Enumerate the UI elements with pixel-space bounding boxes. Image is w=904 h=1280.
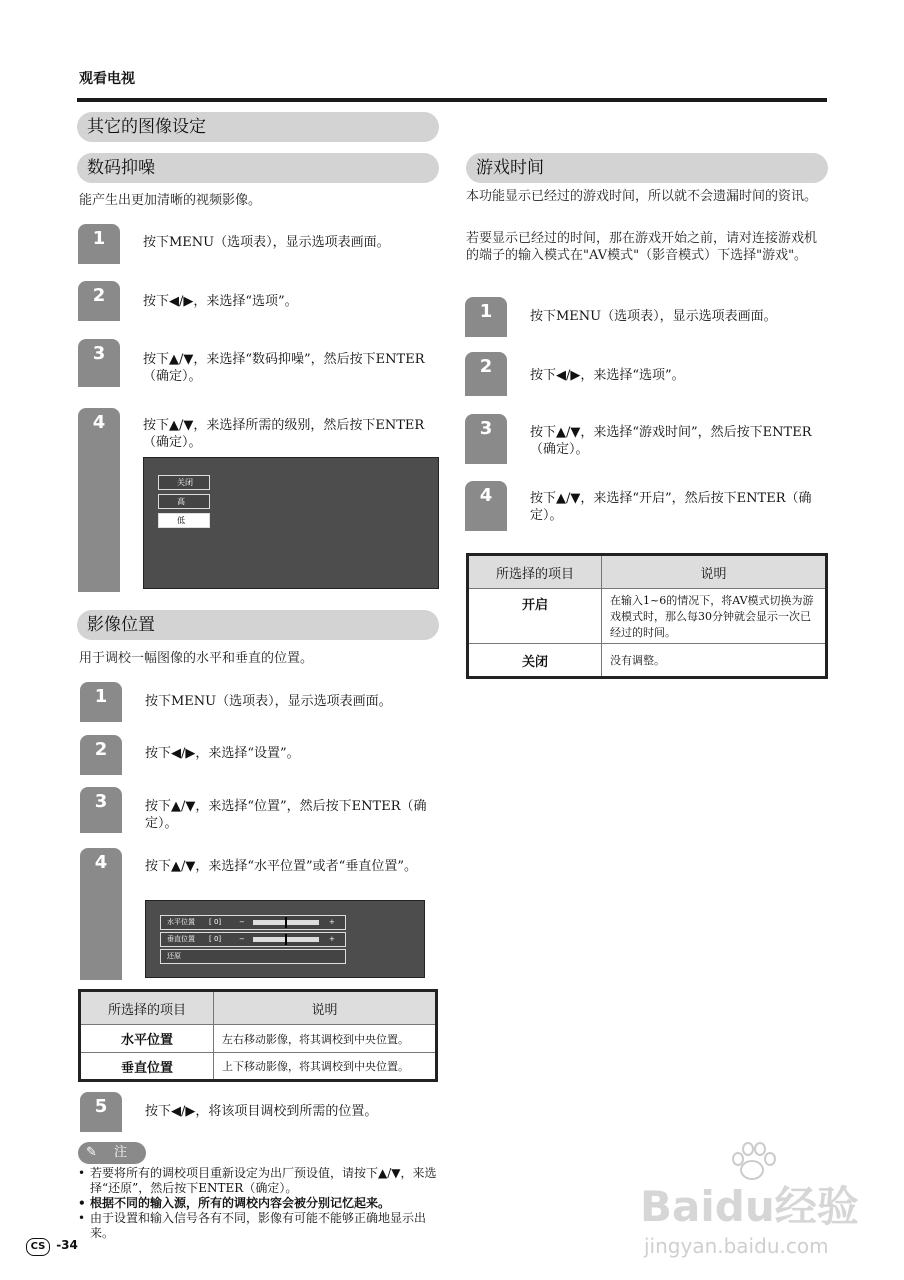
table-cell-item: 关闭 bbox=[468, 644, 602, 678]
table-head-item: 所选择的项目 bbox=[80, 991, 214, 1025]
table-cell-desc: 在输入1~6的情况下，将AV模式切换为游戏模式时，那么每30分钟就会显示一次已经过的时间。 bbox=[602, 589, 827, 644]
noise-step-3-tab: 3 bbox=[78, 339, 120, 387]
osd-reset-label: 还原 bbox=[167, 952, 181, 960]
position-step-3-text: 按下▲/▼，来选择“位置”，然后按下ENTER（确定）。 bbox=[145, 799, 427, 831]
position-step-1-text: 按下MENU（选项表），显示选项表画面。 bbox=[145, 694, 392, 709]
watermark-brand: Baidu经验 bbox=[640, 1182, 859, 1231]
position-osd-screen bbox=[145, 900, 425, 978]
notes-list bbox=[78, 1166, 440, 1241]
game-intro-1: 本功能显示已经过的游戏时间，所以就不会遗漏时间的资讯。 bbox=[466, 189, 818, 204]
osd-row-reset[interactable] bbox=[160, 949, 346, 964]
position-step-4-tab: 4 bbox=[80, 848, 122, 980]
table-row bbox=[468, 644, 827, 678]
minus-icon: − bbox=[239, 918, 245, 926]
position-step-2-text: 按下◀/▶，来选择“设置”。 bbox=[145, 746, 300, 761]
osd-h-slider-thumb bbox=[285, 917, 287, 928]
noise-menu-off: 关闭 bbox=[158, 475, 210, 490]
minus-icon: − bbox=[239, 935, 245, 943]
page-number: -34 bbox=[56, 1238, 78, 1252]
position-step-5-tab: 5 bbox=[80, 1092, 122, 1132]
pencil-icon: ✎ bbox=[86, 1145, 97, 1160]
table-header bbox=[80, 991, 437, 1025]
position-table bbox=[78, 989, 438, 1082]
note-item: • 由于设置和输入信号各有不同，影像有可能不能够正确地显示出来。 bbox=[78, 1211, 427, 1240]
table-head-desc: 说明 bbox=[214, 991, 437, 1025]
plus-icon: + bbox=[329, 935, 335, 943]
section-header: 观看电视 bbox=[79, 71, 135, 87]
game-step-3-text: 按下▲/▼，来选择“游戏时间”，然后按下ENTER（确定）。 bbox=[530, 425, 812, 457]
noise-step-1-tab: 1 bbox=[78, 224, 120, 264]
footer bbox=[26, 1238, 78, 1256]
osd-h-value: [ 0] bbox=[209, 918, 222, 926]
position-step-4-text: 按下▲/▼，来选择“水平位置”或者“垂直位置”。 bbox=[145, 859, 417, 874]
game-step-1-tab: 1 bbox=[465, 297, 507, 337]
table-head-item: 所选择的项目 bbox=[468, 555, 602, 589]
position-section-title: 影像位置 bbox=[77, 610, 439, 640]
game-step-1-text: 按下MENU（选项表），显示选项表画面。 bbox=[530, 309, 777, 324]
position-step-3-tab: 3 bbox=[80, 787, 122, 833]
game-section-title: 游戏时间 bbox=[466, 153, 828, 183]
table-head-desc: 说明 bbox=[602, 555, 827, 589]
table-cell-desc: 左右移动影像，将其调校到中央位置。 bbox=[214, 1025, 437, 1053]
table-header bbox=[468, 555, 827, 589]
table-cell-desc: 上下移动影像，将其调校到中央位置。 bbox=[214, 1053, 437, 1081]
game-step-3-tab: 3 bbox=[465, 414, 507, 464]
plus-icon: + bbox=[329, 918, 335, 926]
watermark bbox=[640, 1140, 860, 1270]
note-label bbox=[78, 1142, 146, 1164]
table-row bbox=[80, 1025, 437, 1053]
noise-menu-low: 低 bbox=[158, 513, 210, 528]
noise-step-2-text: 按下◀/▶，来选择“选项”。 bbox=[143, 294, 298, 309]
note-item: • 若要将所有的调校项目重新设定为出厂预设值，请按下▲/▼，来选择“还原”，然后按下ENTER（确定）。 bbox=[78, 1166, 437, 1195]
game-step-2-text: 按下◀/▶，来选择“选项”。 bbox=[530, 368, 685, 383]
osd-row-vertical[interactable] bbox=[160, 932, 346, 947]
position-step-1-tab: 1 bbox=[80, 682, 122, 722]
position-intro: 用于调校一幅图像的水平和垂直的位置。 bbox=[79, 651, 314, 666]
main-title: 其它的图像设定 bbox=[77, 112, 439, 142]
position-step-5-text: 按下◀/▶，将该项目调校到所需的位置。 bbox=[145, 1104, 378, 1119]
note-item: • 根据不同的输入源，所有的调校内容会被分别记忆起来。 bbox=[78, 1196, 391, 1210]
game-table bbox=[466, 553, 828, 679]
watermark-url: jingyan.baidu.com bbox=[644, 1234, 829, 1258]
noise-osd-screen bbox=[143, 457, 439, 589]
osd-v-slider-thumb bbox=[285, 934, 287, 945]
table-cell-item: 水平位置 bbox=[80, 1025, 214, 1053]
game-step-2-tab: 2 bbox=[465, 352, 507, 396]
table-cell-item: 垂直位置 bbox=[80, 1053, 214, 1081]
table-cell-desc: 没有调整。 bbox=[602, 644, 827, 678]
noise-intro: 能产生出更加清晰的视频影像。 bbox=[79, 193, 262, 208]
game-step-4-text: 按下▲/▼，来选择“开启”，然后按下ENTER（确定）。 bbox=[530, 491, 812, 523]
noise-step-3-text: 按下▲/▼，来选择“数码抑噪”，然后按下ENTER（确定）。 bbox=[143, 352, 425, 384]
noise-section-title: 数码抑噪 bbox=[77, 153, 439, 183]
table-cell-item: 开启 bbox=[468, 589, 602, 644]
game-step-4-tab: 4 bbox=[465, 481, 507, 531]
noise-step-1-text: 按下MENU（选项表），显示选项表画面。 bbox=[143, 235, 390, 250]
noise-step-2-tab: 2 bbox=[78, 281, 120, 321]
osd-row-horizontal[interactable] bbox=[160, 915, 346, 930]
language-badge: CS bbox=[26, 1238, 50, 1256]
table-row bbox=[468, 589, 827, 644]
header-rule bbox=[77, 98, 827, 102]
osd-v-value: [ 0] bbox=[209, 935, 222, 943]
note-label-text: 注 bbox=[114, 1145, 128, 1160]
osd-v-label: 垂直位置 bbox=[167, 935, 195, 943]
noise-step-4-tab: 4 bbox=[78, 408, 120, 592]
position-step-2-tab: 2 bbox=[80, 735, 122, 775]
noise-step-4-text: 按下▲/▼，来选择所需的级别，然后按下ENTER（确定）。 bbox=[143, 418, 425, 450]
game-intro-2: 若要显示已经过的时间，那在游戏开始之前，请对连接游戏机的端子的输入模式在"AV模式"（影音模式）下选择"游戏"。 bbox=[466, 231, 818, 263]
osd-h-label: 水平位置 bbox=[167, 918, 195, 926]
noise-menu-high: 高 bbox=[158, 494, 210, 509]
table-row bbox=[80, 1053, 437, 1081]
